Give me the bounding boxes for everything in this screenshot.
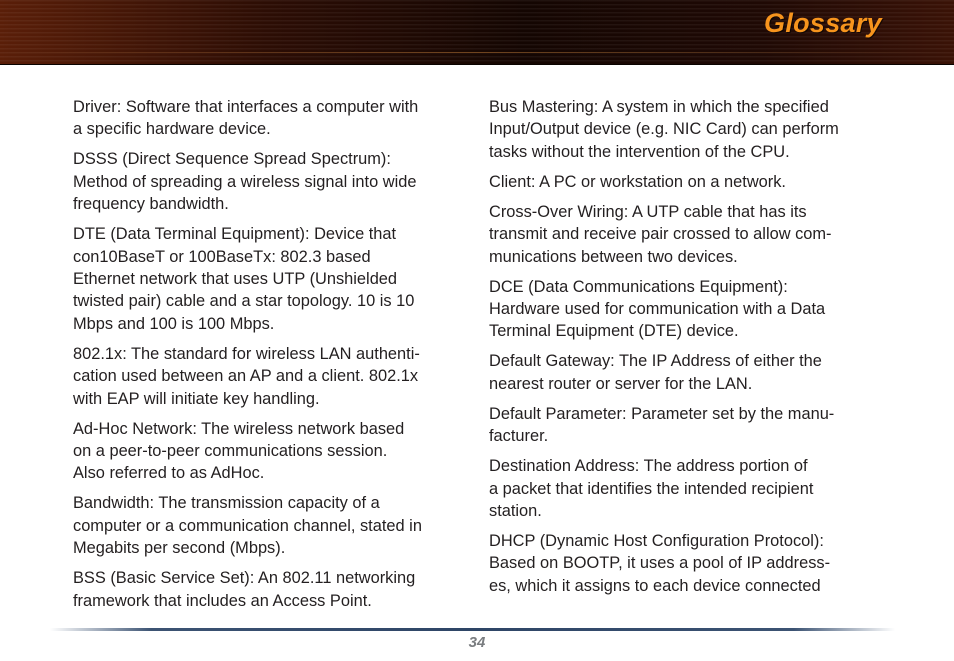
glossary-entry-bus-mastering: Bus Mastering: A system in which the specified Input/Output device (e.g. NIC Card) can perform tasks without the intervention of the CPU. — [489, 98, 839, 161]
footer-divider — [50, 628, 895, 631]
glossary-column-left — [73, 96, 469, 620]
glossary-entry-default-parameter: Default Parameter: Parameter set by the manu- facturer. — [489, 404, 835, 446]
glossary-entry-dsss: DSSS (Direct Sequence Spread Spectrum): Method of spreading a wireless signal into wide frequency bandwidth. — [73, 150, 417, 214]
header-highlight-line — [0, 52, 954, 53]
page-number: 34 — [468, 634, 486, 651]
glossary-entry-destination-address: Destination Address: The address portion of a packet that identifies the intended recipient station. — [489, 457, 814, 521]
header-banner — [0, 0, 954, 65]
glossary-entry-driver: Driver: Software that interfaces a computer with a specific hardware device. — [73, 98, 419, 139]
glossary-entry-dce: DCE (Data Communications Equipment): Hardware used for communication with a Data Terminal Equipment (DTE) device. — [489, 277, 826, 341]
glossary-column-right — [489, 96, 885, 605]
page-title: Glossary — [764, 8, 882, 38]
glossary-entry-bss: BSS (Basic Service Set): An 802.11 networking framework that includes an Access Point. — [73, 569, 416, 610]
glossary-entry-8021x: 802.1x: The standard for wireless LAN authenti- cation used between an AP and a client. 802.1x with EAP will initiate key handling. — [73, 344, 420, 408]
glossary-entry-client: Client: A PC or workstation on a network. — [489, 172, 786, 191]
glossary-entry-ad-hoc: Ad-Hoc Network: The wireless network based on a peer-to-peer communications session. Also referred to as AdHoc. — [73, 419, 405, 483]
glossary-entry-default-gateway: Default Gateway: The IP Address of either the nearest router or server for the LAN. — [489, 352, 822, 393]
glossary-entry-bandwidth: Bandwidth: The transmission capacity of a computer or a communication channel, stated in Megabits per second (Mbps). — [73, 494, 422, 558]
glossary-entry-cross-over-wiring: Cross-Over Wiring: A UTP cable that has its transmit and receive pair crossed to allow com- munications between two devices. — [489, 202, 832, 266]
glossary-entry-dte: DTE (Data Terminal Equipment): Device that con10BaseT or 100BaseTx: 802.3 based Ethernet network that uses UTP (Unshielded twisted pair) cable and a star topology. 10 is 10 Mbps and 100 is 100 Mbps. — [73, 225, 415, 333]
glossary-entry-dhcp: DHCP (Dynamic Host Configuration Protocol): Based on BOOTP, it uses a pool of IP address- es, which it assigns to each device connected — [489, 532, 831, 595]
